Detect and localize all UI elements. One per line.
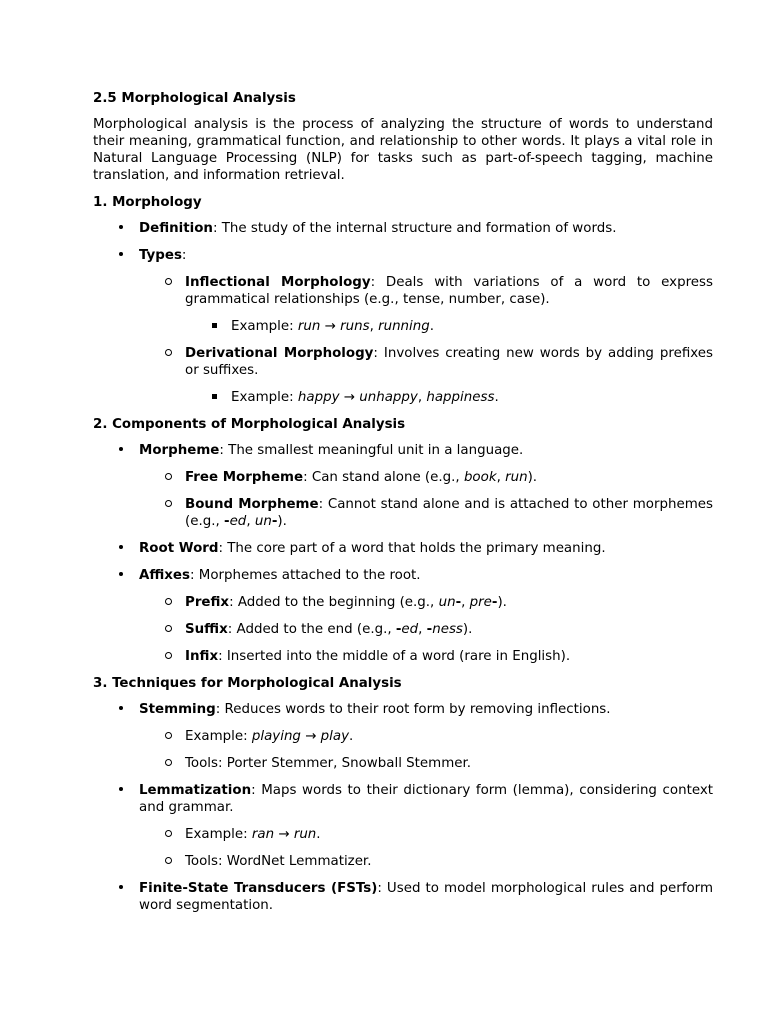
bullet-ring (162, 755, 174, 772)
bullet-ring (162, 594, 174, 611)
bullet-dot (115, 247, 127, 264)
list-item-stemming-example: Example: playing → play. (185, 728, 713, 745)
bullet-square (208, 318, 220, 335)
list-item-lemmatization: Lemmatization: Maps words to their dictionary form (lemma), considering context and grammar. Example: ran → run. Tools: WordNet Lemmatizer. (139, 782, 713, 870)
list-item-example-inflectional: Example: run → runs, running. (231, 318, 713, 335)
bullet-ring (162, 345, 174, 362)
bullet-dot (115, 701, 127, 718)
types-sublist (139, 274, 713, 406)
morphology-list (93, 220, 713, 406)
list-item-root-word: Root Word: The core part of a word that holds the primary meaning. (139, 540, 713, 557)
components-list (93, 442, 713, 665)
bullet-dot (115, 540, 127, 557)
list-item-fst: Finite-State Transducers (FSTs): Used to model morphological rules and perform word segmentation. (139, 880, 713, 914)
heading-morphology: 1. Morphology (93, 195, 202, 210)
section-title: 2.5 Morphological Analysis (93, 91, 296, 106)
bullet-dot (115, 442, 127, 459)
list-item-lemmatization-example: Example: ran → run. (185, 826, 713, 843)
bullet-dot (115, 220, 127, 237)
bullet-ring (162, 826, 174, 843)
list-item-definition: Definition: The study of the internal structure and formation of words. (139, 220, 713, 237)
document-page (93, 90, 713, 924)
list-item-affixes: Affixes: Morphemes attached to the root. Prefix: Added to the beginning (e.g., un-, pre-). Suffix: Added to the end (e.g., -ed, -ness). Infix: Inserted into the middle of a word (rare in English). (139, 567, 713, 665)
bullet-ring (162, 469, 174, 486)
list-item-inflectional: Inflectional Morphology: Deals with variations of a word to express grammatical relationships (e.g., tense, number, case). Example: run → runs, running. (185, 274, 713, 335)
bullet-ring (162, 728, 174, 745)
bullet-ring (162, 648, 174, 665)
list-item-infix: Infix: Inserted into the middle of a word (rare in English). (185, 648, 713, 665)
list-item-suffix: Suffix: Added to the end (e.g., -ed, -ness). (185, 621, 713, 638)
list-item-types: Types: Inflectional Morphology: Deals with variations of a word to express grammatical relationships (e.g., tense, number, case). Example: run → runs, running. Derivational Morphology: Involves creating new words by adding prefixes or suffixes. Example: happy → unhappy, happiness. (139, 247, 713, 406)
list-item-derivational: Derivational Morphology: Involves creating new words by adding prefixes or suffixes. Example: happy → unhappy, happiness. (185, 345, 713, 406)
bullet-ring (162, 496, 174, 513)
list-item-free-morpheme: Free Morpheme: Can stand alone (e.g., book, run). (185, 469, 713, 486)
bullet-dot (115, 880, 127, 897)
bullet-dot (115, 782, 127, 799)
list-item-stemming: Stemming: Reduces words to their root form by removing inflections. Example: playing → play. Tools: Porter Stemmer, Snowball Stemmer. (139, 701, 713, 772)
bullet-ring (162, 274, 174, 291)
list-item-prefix: Prefix: Added to the beginning (e.g., un-, pre-). (185, 594, 713, 611)
techniques-list (93, 701, 713, 914)
list-item-morpheme: Morpheme: The smallest meaningful unit in a language. Free Morpheme: Can stand alone (e.g., book, run). Bound Morpheme: Cannot stand alone and is attached to other morphemes (e.g., -ed, un-). (139, 442, 713, 530)
intro-paragraph: Morphological analysis is the process of analyzing the structure of words to understand their meaning, grammatical function, and relationship to other words. It plays a vital role in Natural Language Processing (NLP) for tasks such as part-of-speech tagging, machine translation, and information retrieval. (93, 117, 713, 183)
list-item-bound-morpheme: Bound Morpheme: Cannot stand alone and is attached to other morphemes (e.g., -ed, un-). (185, 496, 713, 530)
bullet-ring (162, 853, 174, 870)
bullet-ring (162, 621, 174, 638)
list-item-lemmatization-tools: Tools: WordNet Lemmatizer. (185, 853, 713, 870)
bullet-square (208, 389, 220, 406)
heading-components: 2. Components of Morphological Analysis (93, 417, 406, 432)
list-item-example-derivational: Example: happy → unhappy, happiness. (231, 389, 713, 406)
list-item-stemming-tools: Tools: Porter Stemmer, Snowball Stemmer. (185, 755, 713, 772)
bullet-dot (115, 567, 127, 584)
heading-techniques: 3. Techniques for Morphological Analysis (93, 676, 402, 691)
